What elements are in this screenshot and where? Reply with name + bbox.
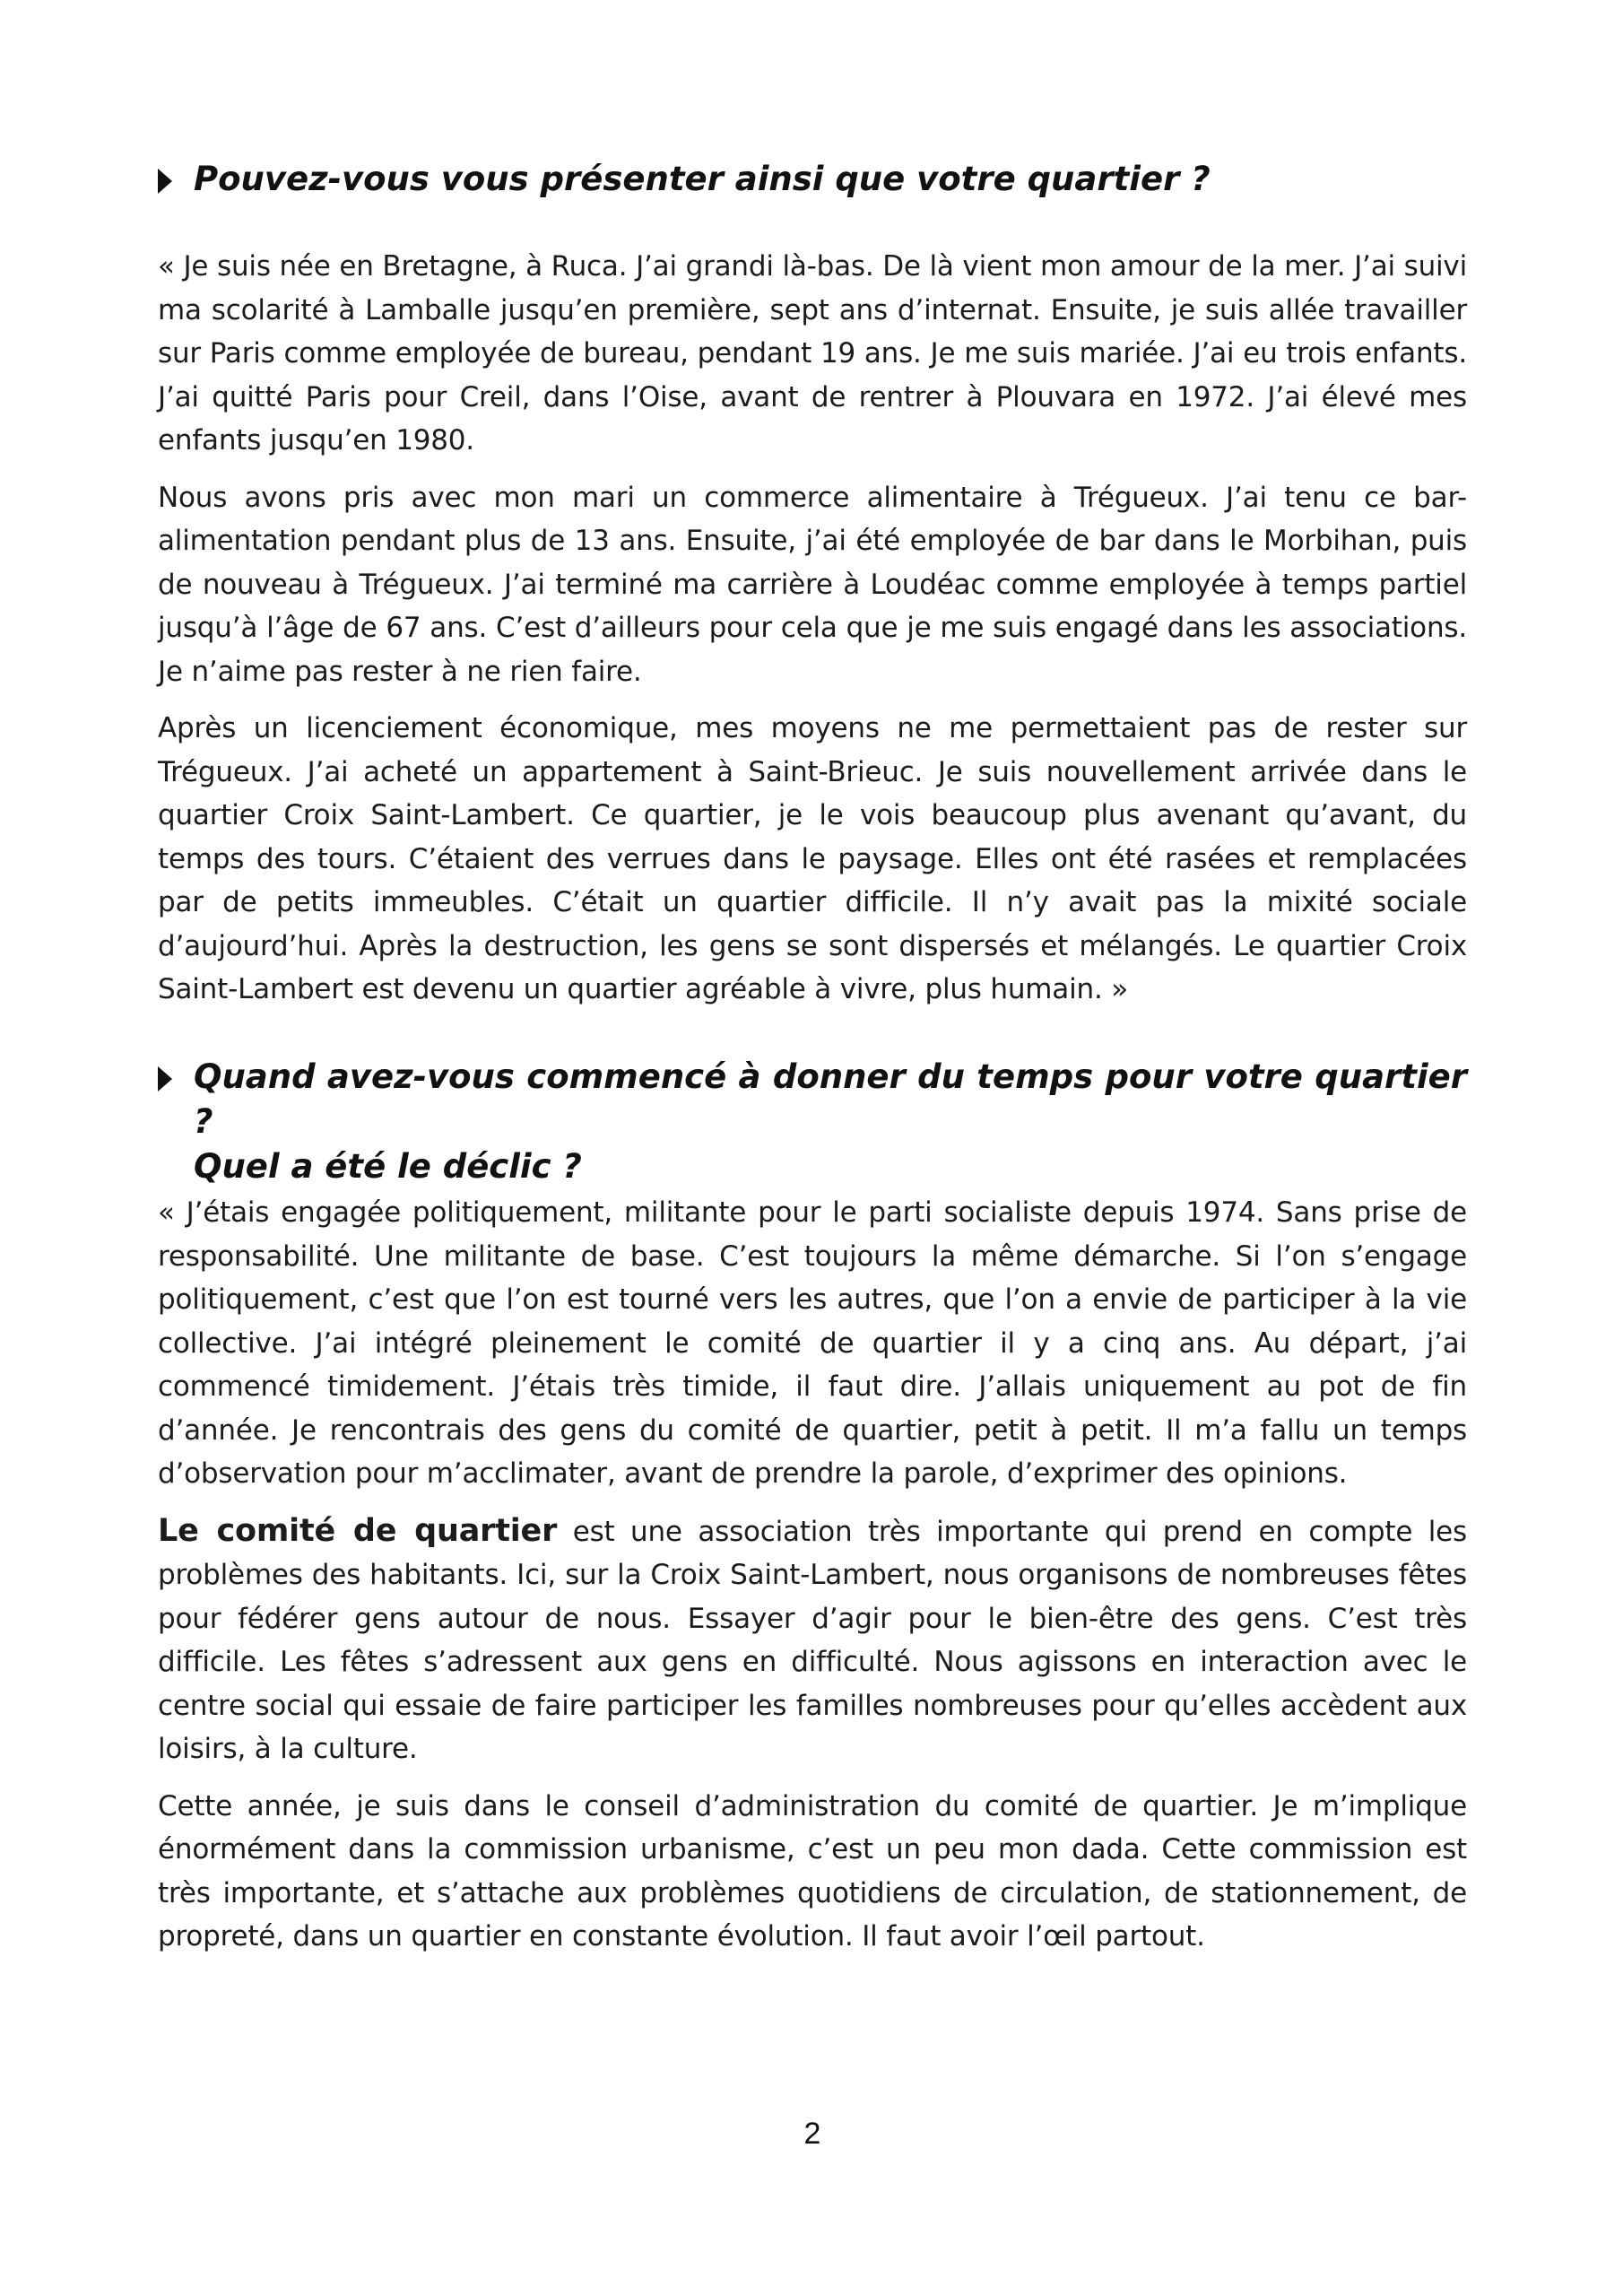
paragraph (158, 1509, 1467, 1771)
question-line-1: Quand avez-vous commencé à donner du temps pour votre quartier ? (194, 1057, 1467, 1141)
paragraph: Après un licenciement économique, mes moyens ne me permettaient pas de rester sur Trégueux. J’ai acheté un appartement à Saint-Brieuc. Je suis nouvellement arrivée dans le quartier Croix Saint-Lambert. Ce quartier, je le vois beaucoup plus avenant qu’avant, du temps des tours. C’étaient des verrues dans le paysage. Elles ont été rasées et remplacées par de petits immeubles. C’était un quartier difficile. Il n’y avait pas la mixité sociale d’aujourd’hui. Après la destruction, les gens se sont dispersés et mélangés. Le quartier Croix Saint-Lambert est devenu un quartier agréable à vivre, plus humain. » (158, 712, 1467, 1005)
paragraph: « Je suis née en Bretagne, à Ruca. J’ai grandi là-bas. De là vient mon amour de la mer. J’ai suivi ma scolarité à Lamballe jusqu’en première, sept ans d’internat. Ensuite, je suis allée travailler sur Paris comme employée de bureau, pendant 19 ans. Je me suis mariée. J’ai eu trois enfants. J’ai quitté Paris pour Creil, dans l’Oise, avant de rentrer à Plouvara en 1972. J’ai élevé mes enfants jusqu’en 1980. (158, 250, 1467, 457)
page-number: 2 (803, 2117, 821, 2151)
document-page (158, 0, 1467, 2296)
paragraph-text: est une association très importante qui prend en compte les problèmes des habitants. Ici, sur la Croix Saint-Lambert, nous organisons de nombreuses fêtes pour fédérer gens autour de nous. Essayer d’agir pour le bien-être des gens. C’est très difficile. Les fêtes s’adressent aux gens en difficulté. Nous agissons en interaction avec le centre social qui essaie de faire participer les familles nombreuses pour qu’elles accèdent aux loisirs, à la culture. (158, 1515, 1468, 1765)
answer-block-2 (158, 1191, 1467, 1972)
paragraph: Cette année, je suis dans le conseil d’administration du comité de quartier. Je m’implique énormément dans la commission urbanisme, c’est un peu mon dada. Cette commission est très importante, et s’attache aux problèmes quotidiens de circulation, de stationnement, de propreté, dans un quartier en constante évolution. Il faut avoir l’œil partout. (158, 1789, 1467, 1952)
question-text (194, 1055, 1467, 1189)
paragraph: Nous avons pris avec mon mari un commerce alimentaire à Trégueux. J’ai tenu ce bar-alimentation pendant plus de 13 ans. Ensuite, j’ai été employée de bar dans le Morbihan, puis de nouveau à Trégueux. J’ai terminé ma carrière à Loudéac comme employée à temps partiel jusqu’à l’âge de 67 ans. C’est d’ailleurs pour cela que je me suis engagé dans les associations. Je n’aime pas rester à ne rien faire. (158, 481, 1467, 688)
paragraph: « J’étais engagée politiquement, militante pour le parti socialiste depuis 1974. Sans prise de responsabilité. Une militante de base. C’est toujours la même démarche. Si l’on s’engage politiquement, c’est que l’on est tourné vers les autres, que l’on a envie de participer à la vie collective. J’ai intégré pleinement le comité de quartier il y a cinq ans. Au départ, j’ai commencé timidement. J’étais très timide, il faut dire. J’allais uniquement au pot de fin d’année. Je rencontrais des gens du comité de quartier, petit à petit. Il m’a fallu un temps d’observation pour m’acclimater, avant de prendre la parole, d’exprimer des opinions. (158, 1196, 1467, 1490)
question-text: Pouvez-vous vous présenter ainsi que votre quartier ? (194, 160, 1211, 198)
question-heading-1 (158, 157, 1467, 202)
answer-block-1 (158, 245, 1467, 1025)
question-heading-2 (158, 1055, 1467, 1189)
triangle-bullet-icon (158, 169, 172, 194)
question-line-2: Quel a été le déclic ? (194, 1147, 582, 1186)
triangle-bullet-icon (158, 1066, 172, 1091)
paragraph-lead: Le comité de quartier (158, 1512, 558, 1549)
